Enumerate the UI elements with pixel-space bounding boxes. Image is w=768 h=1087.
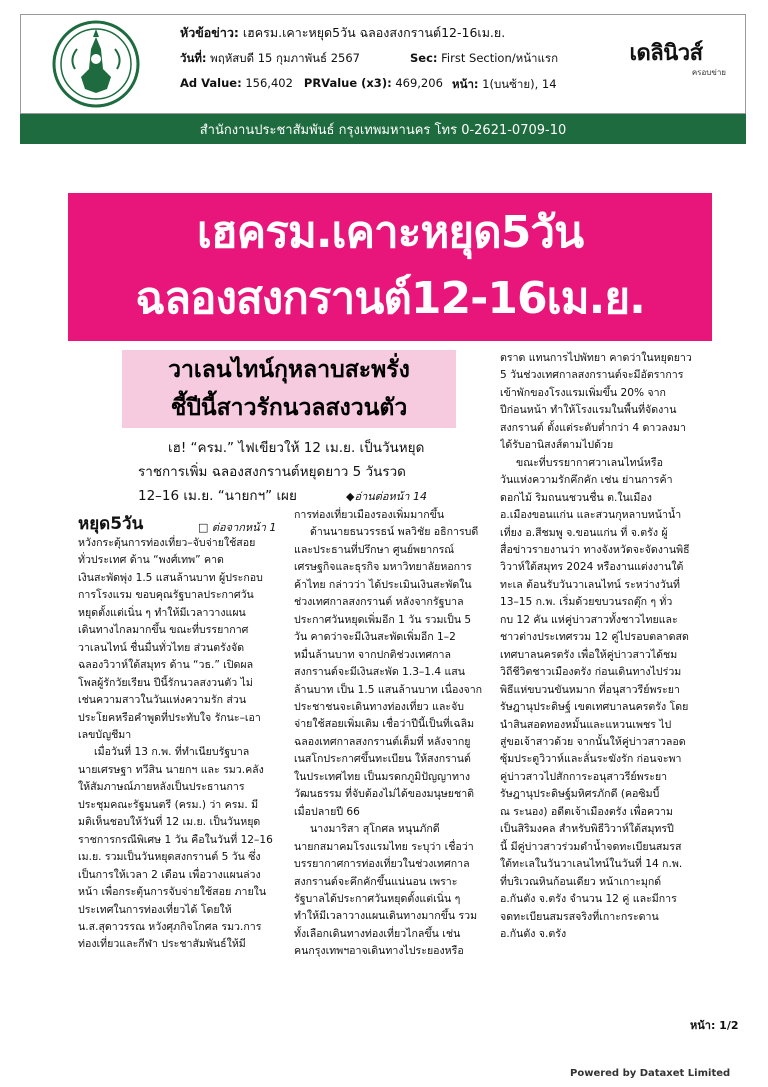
col3-line: 5 วันช่วงเทศกาลสงกรานต์จะมีอัตราการ	[500, 369, 684, 382]
col1-line: โพลผู้รักวัยเรียน ปีนี้รักนวลสงวนตัว ไม่	[78, 676, 253, 689]
col2-line: และประธานที่ปรึกษา ศูนย์พยากรณ์	[294, 543, 455, 556]
headline-line-2: ฉลองสงกรานต์12-16เม.ย.	[135, 273, 645, 324]
col3-line: พิธีแห่ขบวนขันหมาก ที่อนุสาวรีย์พระยา	[500, 683, 680, 696]
col3-line: เป็นสิริมงคล สำหรับพิธีวิวาห์ใต้สมุทรปี	[500, 823, 674, 836]
col2-line: ด้านนายธนวรรธน์ พลวิชัย อธิการบดี	[310, 526, 479, 539]
col2-line: เนสโกประกาศขึ้นทะเบียน ให้สงกรานต์	[294, 753, 471, 766]
headline-banner	[68, 193, 712, 341]
col1-line: น.ส.สุดาวรรณ หวังศุภกิจโกศล รมว.การ	[78, 920, 262, 933]
col3-line: รัษฎานุประดิษฐ์มหิศรภักดี (คอซิมบี้	[500, 788, 660, 801]
col1-line: การโรงแรม ขอบคุณรัฐบาลประกาศวัน	[78, 589, 254, 602]
col2-line: ฉลองเทศกาลสงกรานต์เต็มที่ หลังจากยู	[294, 735, 471, 748]
date-row	[180, 50, 360, 68]
col2-line: จ่ายใช้สอยเพิ่มเติม เชื่อว่าปีนี้เป็นที่เฉลิม	[294, 718, 475, 731]
dailynews-logo	[602, 42, 730, 79]
col2-line: วัน คาดว่าจะมีเงินสะพัดเพิ่มอีก 1–2	[294, 631, 456, 644]
col2-line: เมื่อปลายปี 66	[294, 805, 360, 818]
col3-line: นี้ มีคู่บ่าวสาวร่วมดำน้ำจดทะเบียนสมรส	[500, 840, 682, 853]
col2-line: วัฒนธรรม ที่จับต้องไม่ได้ของมนุษยชาติ	[294, 788, 475, 801]
intro-more-link[interactable]: ◆อ่านต่อหน้า 14	[346, 490, 427, 503]
col1-line: เป็นการให้เวลา 2 เดือน เพื่อวางแผนล่วง	[78, 868, 261, 881]
powered-by: Powered by Dataxet Limited	[570, 1068, 731, 1079]
ad-value: 156,402	[245, 76, 293, 90]
col2-line: สงกรานต์จะคึกคักขึ้นแน่นอน เพราะ	[294, 875, 458, 888]
col3-line: ทะเล ต้อนรับวันวาเลนไทน์ ระหว่างวันที่	[500, 578, 681, 591]
col2-line: สงกรานต์จะมีเงินสะพัด 1.3–1.4 แสน	[294, 666, 466, 679]
agency-line: สำนักงานประชาสัมพันธ์ กรุงเทพมหานคร โทร 0-2621-0709-10	[199, 122, 567, 138]
col3-line: สงกรานต์ ตั้งแต่ระดับต่ำกว่า 4 ดาวลงมา	[500, 421, 686, 434]
col3-line: ซุ้มประตูวิวาห์และลั่นระฆังรัก ก่อนจะพา	[500, 753, 682, 766]
col2-line: นางมาริสา สุโกศล หนุนภักดี	[310, 823, 440, 836]
col1-line: เดินทางไกลมากขึ้น ขณะที่บรรยากาศ	[78, 624, 249, 637]
col3-line: วิถีชีวิตชาวเมืองตรัง ก่อนเดินทางไปร่วม	[500, 666, 682, 679]
col3-line: จดทะเบียนสมรสจริงที่เกาะกระดาน	[500, 910, 659, 923]
col2-line: ประกาศวันหยุดเพิ่มอีก 1 วัน รวมเป็น 5	[294, 613, 472, 626]
col3-line: เข้าพักของโรงแรมเพิ่มขึ้น 20% จาก	[500, 386, 666, 399]
col3-line: นำสินสอดทองหมั้นและแหวนเพชร ไป	[500, 718, 672, 731]
col2-line: คนกรุงเทพฯอาจเดินทางไประยองหรือ	[294, 945, 464, 958]
col3-line: ชาวต่างประเทศรวม 12 คู่ไปรอบตลาดสด	[500, 631, 689, 644]
col1-line: ทั่วประเทศ ด้าน “พงศ์เทพ” คาด	[78, 554, 224, 567]
col1-line: ประเทศในการท่องเที่ยวได้ โดยให้	[78, 903, 232, 916]
article-column-3	[500, 350, 700, 943]
page-value: 1(บนซ้าย), 14	[482, 77, 557, 91]
subhead-line-1: วาเลนไทน์กุหลาบสะพรั่ง	[168, 357, 410, 383]
col1-line: ท่องเที่ยวและกีฬา ประชาสัมพันธ์ให้มี	[78, 938, 246, 951]
sec-value: First Section/หน้าแรก	[441, 51, 559, 65]
date-value: พฤหัสบดี 15 กุมภาพันธ์ 2567	[210, 51, 360, 65]
col1-line: ให้สัมภาษณ์ภายหลังเป็นประธานการ	[78, 781, 245, 794]
col1-line: ฉลองวิวาห์ใต้สมุทร ด้าน “วธ.” เปิดผล	[78, 659, 254, 672]
bangkok-seal-icon	[22, 16, 170, 112]
brand-name: เดลินิวส์	[629, 41, 703, 66]
headline-label: หัวข้อข่าว:	[180, 25, 239, 40]
col2-line: เศรษฐกิจและธุรกิจ มหาวิทยาลัยหอการ	[294, 561, 472, 574]
col1-line: ประชุมคณะรัฐมนตรี (ครม.) ว่า ครม. มี	[78, 798, 259, 811]
col1-line: หยุดตั้งแต่เนิ่น ๆ ทำให้มีเวลาวางแผน	[78, 606, 246, 619]
col3-line: ณ ระนอง) อดีตเจ้าเมืองตรัง เพื่อความ	[500, 805, 673, 818]
col3-line: 13–15 ก.พ. เริ่มด้วยขบวนรถตุ๊ก ๆ ทั่ว	[500, 596, 673, 609]
col1-line: เลขบัญชีมา	[78, 728, 132, 741]
col1-continued: □ ต่อจากหน้า 1	[198, 521, 277, 534]
col3-line: สู่ขอเจ้าสาวด้วย จากนั้นให้คู่บ่าวสาวลอด	[500, 735, 686, 748]
col3-line: เที่ยง อ.สีชมพู จ.ขอนแก่น ที่ จ.ตรัง ผู้	[500, 526, 668, 539]
col3-line: สื่อข่าวรายงานว่า ทางจังหวัดจะจัดงานพิธี	[500, 543, 690, 556]
col1-line: มติเห็นชอบให้วันที่ 12 เม.ย. เป็นวันหยุด	[78, 816, 261, 829]
col1-line: นายเศรษฐา ทวีสิน นายกฯ และ รมว.คลัง	[78, 763, 264, 776]
headline-row	[180, 23, 505, 43]
col3-line: ปีก่อนหน้า ทำให้โรงแรมในพื้นที่จัดงาน	[500, 404, 677, 417]
col3-line: ใต้ทะเลในวันวาเลนไทน์ในวันที่ 14 ก.พ.	[500, 858, 683, 871]
col1-title: หยุด5วัน	[78, 514, 144, 534]
intro-line-1: เฮ! “ครม.” ไฟเขียวให้ 12 เม.ย. เป็นวันหยุด	[168, 440, 425, 456]
col3-line: อ.กันตัง จ.ตรัง จำนวน 12 คู่ และมีการ	[500, 893, 677, 906]
pr-label: PRValue (x3):	[303, 76, 392, 90]
brand-sub: ครอบข่าย	[691, 68, 726, 77]
col2-line: หมื่นล้านบาท จากปกติช่วงเทศกาล	[294, 648, 451, 661]
page-label: หน้า:	[452, 77, 479, 91]
col3-line: กบ 12 คัน แห่คู่บ่าวสาวทั้งชาวไทยและ	[500, 613, 678, 626]
col2-line: ทำให้มีเวลาวางแผนเดินทางมากขึ้น รวม	[294, 910, 478, 923]
col3-line: ที่บริเวณหินก้อนเดียว หน้าเกาะมุกด์	[500, 875, 662, 888]
intro-line-3: 12–16 เม.ย. “นายกฯ” เผย	[138, 488, 297, 504]
article-column-1	[78, 535, 286, 954]
intro-line-2: ราชการเพิ่ม ฉลองสงกรานต์หยุดยาว 5 วันรวด	[138, 464, 406, 480]
sec-label: Sec:	[410, 51, 438, 65]
col3-line: คู่บ่าวสาวไปสักการะอนุสาวรีย์พระยา	[500, 770, 668, 783]
page-row	[452, 76, 557, 94]
col2-line: ในประเทศไทย เป็นมรดกภูมิปัญญาทาง	[294, 770, 471, 783]
col1-line: ประโยคหรือคำพูดที่ประทับใจ รักนะ–เอา	[78, 711, 261, 724]
col2-line: รัฐบาลได้ประกาศวันหยุดตั้งแต่เนิ่น ๆ	[294, 892, 461, 905]
col3-line: ขณะที่บรรยากาศวาเลนไทน์หรือ	[516, 456, 663, 469]
ad-label: Ad Value:	[180, 76, 242, 90]
col3-line: วิวาห์ใต้สมุทร 2024 หรืองานแต่งงานใต้	[500, 561, 684, 574]
col1-line: หน้า เพื่อกระตุ้นการจับจ่ายใช้สอย ภายใน	[78, 886, 267, 899]
page-indicator: หน้า: 1/2	[690, 1019, 739, 1032]
col2-line: ทั้งเลือกเดินทางท่องเที่ยวไกลขึ้น เช่น	[294, 927, 461, 940]
col2-line: ล้านบาท เป็น 1.5 แสนล้านบาท เนื่องจาก	[294, 683, 483, 696]
col2-line: ประชาชนจะเดินทางท่องเที่ยว และจับ	[294, 700, 465, 713]
col1-line: เมื่อวันที่ 13 ก.พ. ที่ทำเนียบรัฐบาล	[94, 746, 250, 759]
col2-line: นายกสมาคมโรงแรมไทย ระบุว่า เชื่อว่า	[294, 840, 474, 853]
col3-line: อ.กันตัง จ.ตรัง	[500, 927, 567, 940]
ad-value-row	[180, 76, 443, 90]
col2-line: ช่วงเทศกาลสงกรานต์ หลังจากรัฐบาล	[294, 596, 464, 609]
subhead-line-2: ชี้ปีนี้สาวรักนวลสงวนตัว	[170, 395, 408, 421]
date-label: วันที่:	[180, 51, 207, 65]
col1-line: วาเลนไทน์ ชื่นมื่นทั่วไทย ส่วนตรังจัด	[78, 641, 245, 654]
headline-value: เฮครม.เคาะหยุด5วัน ฉลองสงกรานต์12-16เม.ย.	[242, 25, 506, 40]
col1-line: เงินสะพัดพุ่ง 1.5 แสนล้านบาท ผู้ประกอบ	[78, 571, 263, 584]
col1-line: เช่นความสาวในวันแห่งความรัก ส่วน	[78, 694, 247, 707]
col2-line: ค้าไทย กล่าวว่า ได้ประเมินเงินสะพัดใน	[294, 578, 472, 591]
col1-line: หวังกระตุ้นการท่องเที่ยว–จับจ่ายใช้สอย	[78, 537, 256, 549]
pr-value: 469,206	[395, 76, 443, 90]
col3-line: รัษฎานุประดิษฐ์ เขตเทศบาลนครตรัง โดย	[500, 701, 689, 714]
col3-line: ตราด แทนการไปพัทยา คาดว่าในหยุดยาว	[500, 352, 692, 364]
col1-line: ราชการกรณีพิเศษ 1 วัน คือในวันที่ 12–16	[78, 833, 273, 846]
col1-line: เม.ย. รวมเป็นวันหยุดสงกรานต์ 5 วัน ซึ่ง	[78, 851, 261, 864]
col3-line: ดอกไม้ ริมถนนชวนชื่น ต.ในเมือง	[500, 491, 652, 504]
article-column-2	[294, 507, 494, 961]
col3-line: อ.เมืองขอนแก่น และสวนกุหลาบหน้าน้ำ	[500, 509, 682, 522]
col3-line: ได้รับอานิสงส์ตามไปด้วย	[500, 439, 614, 452]
col3-line: เทศบาลนครตรัง เพื่อให้คู่บ่าวสาวได้ชม	[500, 648, 678, 661]
col2-line: การท่องเที่ยวเมืองรองเพิ่มมากขึ้น	[294, 509, 445, 521]
section-row	[410, 50, 558, 68]
col3-line: วันแห่งความรักคึกคัก เช่น ย่านการค้า	[500, 474, 673, 487]
headline-line-1: เฮครม.เคาะหยุด5วัน	[196, 207, 584, 258]
agency-bar	[20, 114, 746, 144]
col2-line: บรรยากาศการท่องเที่ยวในช่วงเทศกาล	[294, 858, 470, 871]
